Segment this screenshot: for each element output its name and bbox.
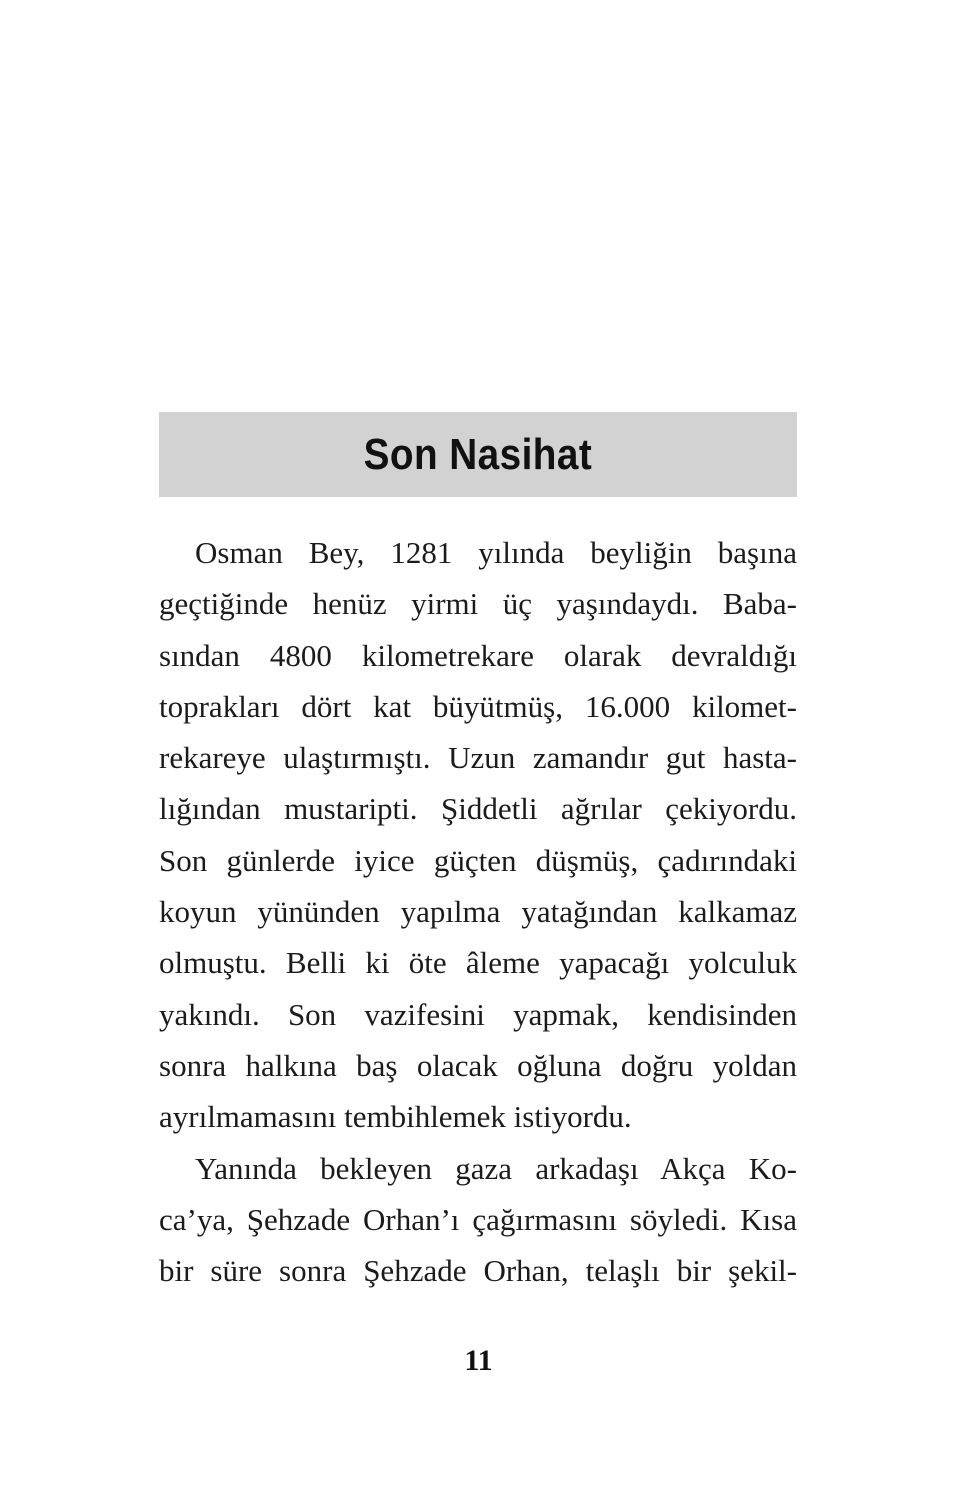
text-line: Son günlerde iyice güçten düşmüş, çadırındaki — [159, 842, 797, 878]
text-line: geçtiğinde henüz yirmi üç yaşındaydı. Baba- — [159, 586, 797, 622]
text-line: sından 4800 kilometrekare olarak devraldığı — [159, 637, 797, 673]
paragraph-1 — [159, 527, 797, 1143]
body-text — [159, 527, 797, 1296]
text-line: rekareye ulaştırmıştı. Uzun zamandır gut hasta- — [159, 740, 797, 776]
paragraph-2 — [159, 1143, 797, 1297]
text-line: bir süre sonra Şehzade Orhan, telaşlı bir şekil- — [159, 1253, 797, 1289]
text-line: sonra halkına baş olacak oğluna doğru yoldan — [159, 1047, 797, 1083]
chapter-title-band — [159, 412, 797, 497]
text-line: lığından mustaripti. Şiddetli ağrılar çekiyordu. — [159, 791, 797, 827]
text-line: Osman Bey, 1281 yılında beyliğin başına — [195, 535, 797, 570]
text-line: koyun yününden yapılma yatağından kalkamaz — [159, 894, 797, 930]
text-line: toprakları dört kat büyütmüş, 16.000 kilomet- — [159, 688, 797, 724]
page-number: 11 — [464, 1344, 493, 1377]
text-line: yakındı. Son vazifesini yapmak, kendisinden — [159, 996, 797, 1032]
text-line: Yanında bekleyen gaza arkadaşı Akça Ko- — [195, 1150, 797, 1186]
chapter-title: Son Nasihat — [363, 429, 593, 479]
text-line: ca’ya, Şehzade Orhan’ı çağırmasını söyledi. Kısa — [159, 1201, 797, 1237]
text-line: ayrılmamasını tembihlemek istiyordu. — [159, 1099, 632, 1135]
text-line: olmuştu. Belli ki öte âleme yapacağı yolculuk — [159, 945, 797, 981]
